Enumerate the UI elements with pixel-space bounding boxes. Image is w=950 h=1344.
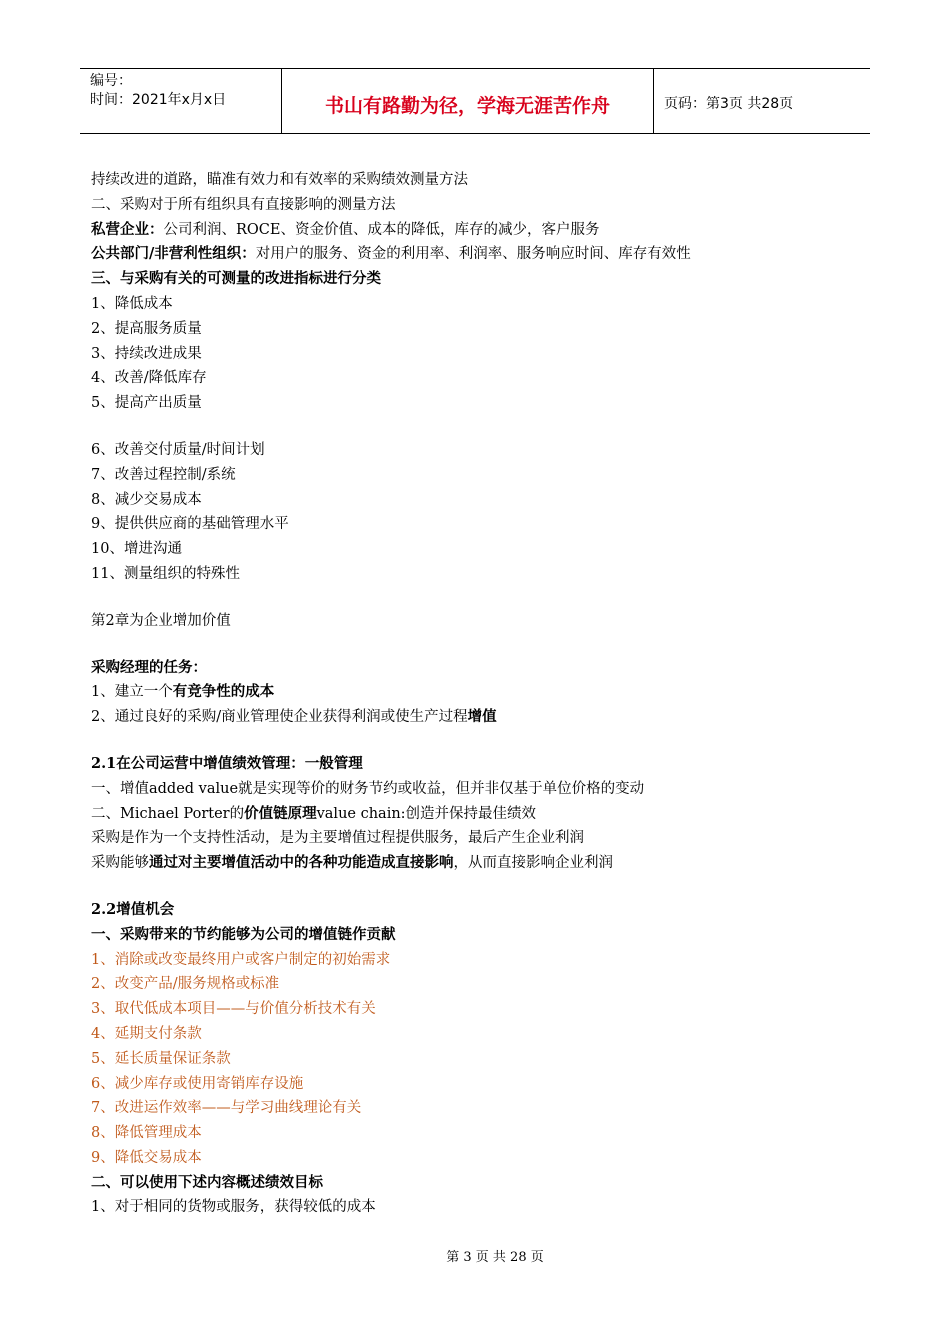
header-meta [80, 69, 282, 133]
list-item: 6、改善交付质量/时间计划 [91, 441, 265, 458]
spacer [91, 587, 871, 609]
text-line [91, 242, 871, 267]
list-item: 4、延期支付条款 [91, 1025, 202, 1042]
text-line [91, 802, 871, 827]
text-span: 2、通过良好的采购/商业管理使企业获得利润或使生产过程 [91, 709, 468, 726]
list-item: 5、提高产出质量 [91, 395, 202, 412]
section-heading: 2.2增值机会 [91, 900, 175, 918]
list-item [91, 705, 871, 730]
list-item: 6、减少库存或使用寄销库存设施 [91, 1075, 304, 1092]
header-code-label: 编号： [90, 73, 132, 89]
list-item [91, 680, 871, 705]
list-item: 1、降低成本 [91, 295, 173, 312]
list-item: 9、提供供应商的基础管理水平 [91, 516, 289, 533]
text-line: 持续改进的道路，瞄准有效力和有效率的采购绩效测量方法 [91, 172, 468, 188]
spacer [91, 634, 871, 656]
text-line [91, 218, 871, 243]
header-time-label: 时间：2021年x月x日 [90, 92, 227, 108]
list-item: 10、增进沟通 [91, 541, 182, 558]
spacer [91, 876, 871, 898]
section-heading: 一、采购带来的节约能够为公司的增值链作贡献 [91, 925, 396, 943]
list-item: 2、改变产品/服务规格或标准 [91, 976, 280, 993]
bold-term: 价值链原理 [244, 804, 317, 822]
section-heading: 采购经理的任务： [91, 658, 207, 676]
text-line: 一、增值added value就是实现等价的财务节约或收益，但并非仅基于单位价格的变动 [91, 780, 645, 797]
bold-term: 有竞争性的成本 [172, 683, 275, 701]
text-line: 采购是作为一个支持性活动，是为主要增值过程提供服务，最后产生企业利润 [91, 830, 584, 847]
document-body [91, 168, 871, 1220]
text-span: 二、Michael Porter的 [91, 805, 245, 822]
list-item: 3、取代低成本项目——与价值分析技术有关 [91, 1001, 376, 1018]
list-item: 11、测量组织的特殊性 [91, 565, 240, 582]
list-item: 2、提高服务质量 [91, 320, 202, 337]
text-span: value chain:创造并保持最佳绩效 [316, 805, 537, 822]
text-span: 1、建立一个 [91, 684, 173, 701]
text-span: 对用户的服务、资金的利用率、利润率、服务响应时间、库存有效性 [255, 246, 691, 263]
text-span: 采购能够 [91, 855, 149, 872]
list-item: 9、降低交易成本 [91, 1149, 202, 1166]
list-item: 3、持续改进成果 [91, 345, 202, 362]
spacer [91, 416, 871, 438]
header-page-info: 页码：第3页 共28页 [664, 96, 794, 112]
bold-term: 增值 [467, 708, 497, 726]
list-item: 7、改善过程控制/系统 [91, 466, 236, 483]
page-footer: 第 3 页 共 28 页 [446, 1250, 544, 1265]
text-span: 公司利润、ROCE、资金价值、成本的降低，库存的减少，客户服务 [163, 221, 600, 238]
list-item: 1、消除或改变最终用户或客户制定的初始需求 [91, 951, 391, 968]
header-motto: 书山有路勤为径，学海无涯苦作舟 [282, 69, 654, 133]
spacer [91, 730, 871, 752]
list-item: 5、延长质量保证条款 [91, 1050, 231, 1067]
bold-term: 私营企业： [91, 220, 164, 238]
list-item: 4、改善/降低库存 [91, 370, 207, 387]
section-heading: 2.1在公司运营中增值绩效管理：一般管理 [91, 754, 363, 772]
bold-term: 通过对主要增值活动中的各种功能造成直接影响 [149, 854, 454, 872]
bold-term: 公共部门/非营利性组织： [91, 245, 256, 263]
section-heading: 三、与采购有关的可测量的改进指标进行分类 [91, 270, 381, 288]
list-item: 7、改进运作效率——与学习曲线理论有关 [91, 1100, 362, 1117]
text-line: 二、采购对于所有组织具有直接影响的测量方法 [91, 196, 396, 213]
text-span: ，从而直接影响企业利润 [453, 855, 613, 872]
section-heading: 二、可以使用下述内容概述绩效目标 [91, 1173, 323, 1191]
list-item: 1、对于相同的货物或服务，获得较低的成本 [91, 1199, 376, 1216]
list-item: 8、减少交易成本 [91, 491, 202, 508]
page-header [80, 68, 870, 134]
chapter-title: 第2章为企业增加价值 [91, 612, 231, 629]
list-item: 8、降低管理成本 [91, 1125, 202, 1142]
text-line [91, 851, 871, 876]
